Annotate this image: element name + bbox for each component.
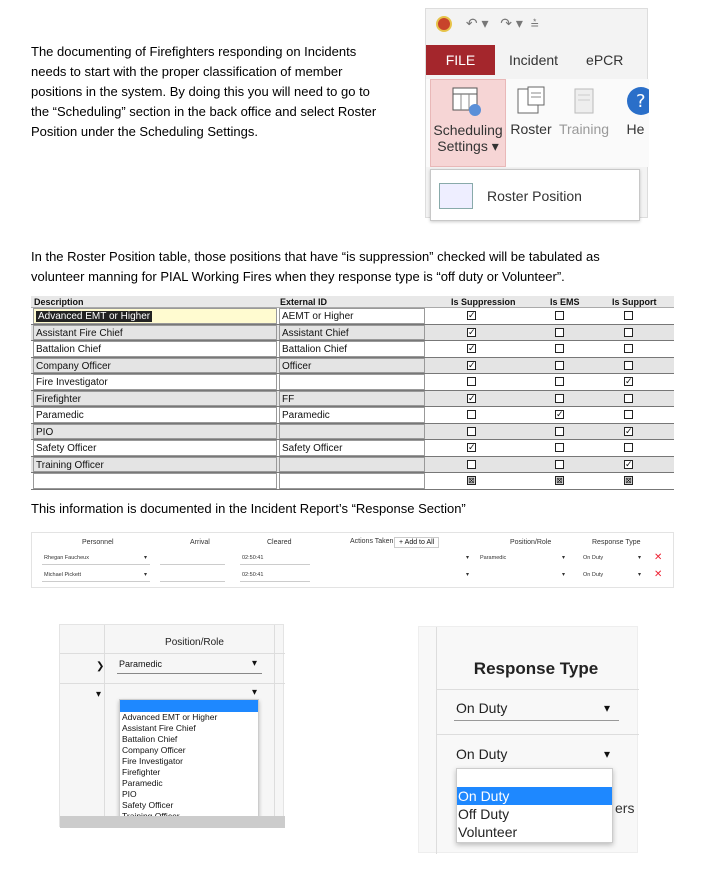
table-row — [31, 407, 674, 424]
delete-row-icon[interactable]: ✕ — [654, 552, 663, 563]
cell-external-id[interactable]: Officer — [279, 358, 425, 374]
checkbox-ems[interactable] — [555, 410, 564, 419]
highlighted-option[interactable] — [120, 700, 258, 712]
cell-description[interactable]: Battalion Chief — [33, 341, 277, 357]
checkbox-suppression[interactable] — [467, 460, 476, 469]
tab-incident[interactable]: Incident — [509, 52, 559, 68]
checkbox-support[interactable] — [624, 328, 633, 337]
checkbox-ems[interactable] — [555, 443, 564, 452]
cell-description[interactable]: Advanced EMT or Higher — [33, 308, 277, 324]
checkbox-support[interactable] — [624, 443, 633, 452]
help-button[interactable]: ? He — [622, 79, 649, 167]
training-icon — [567, 85, 601, 117]
chevron-down-icon[interactable]: ▾ — [562, 555, 566, 561]
ribbon-group — [426, 79, 649, 167]
roster-position-table — [31, 296, 674, 490]
table-row — [31, 457, 674, 474]
table-row — [31, 374, 674, 391]
position-option[interactable]: Company Officer — [122, 745, 186, 755]
table-row — [31, 358, 674, 375]
scheduling-settings-button[interactable]: Scheduling Settings ▾ — [430, 79, 506, 167]
cell-description[interactable]: Training Officer — [33, 457, 277, 473]
training-button[interactable]: Training — [556, 79, 612, 167]
checkbox-support[interactable] — [624, 427, 633, 436]
position-role-zoom — [59, 624, 284, 827]
chevron-down-icon[interactable]: ▾ — [252, 658, 258, 669]
personnel-select[interactable]: Rhegan Faucheux — [44, 555, 89, 561]
cell-external-id[interactable] — [279, 424, 425, 440]
chevron-down-icon[interactable]: ▾ — [252, 687, 258, 698]
chevron-down-icon[interactable]: ▾ — [604, 747, 611, 761]
cell-description[interactable] — [33, 473, 277, 489]
response-type-option[interactable]: Off Duty — [458, 806, 510, 822]
tab-epcr[interactable]: ePCR — [586, 52, 624, 68]
table-row — [31, 341, 674, 358]
checkbox-support[interactable] — [624, 311, 633, 320]
chevron-down-icon[interactable]: ▾ — [466, 572, 470, 578]
checkbox-ems[interactable] — [555, 377, 564, 386]
position-option[interactable]: PIO — [122, 789, 137, 799]
cell-description[interactable]: Firefighter — [33, 391, 277, 407]
checkbox-ems[interactable]: ⊠ — [556, 476, 563, 485]
position-option[interactable]: Advanced EMT or Higher — [122, 712, 218, 722]
checkbox-suppression[interactable] — [467, 410, 476, 419]
position-option[interactable]: Paramedic — [122, 778, 163, 788]
quick-access-toolbar — [436, 15, 539, 32]
table-row — [31, 325, 674, 342]
cell-external-id[interactable]: Assistant Chief — [279, 325, 425, 341]
cell-description[interactable]: Paramedic — [33, 407, 277, 423]
intro-text: The documenting of Firefighters responding on Incidents needs to start with the proper classification of member positions in the system. By doing this you will need to go to the “Scheduling” section in the back office and select Roster Position under the Scheduling Settings. — [31, 44, 377, 139]
col-personnel: Personnel — [82, 539, 114, 546]
cleared-time[interactable]: 02:50:41 — [242, 555, 264, 561]
position-option[interactable]: Fire Investigator — [122, 756, 183, 766]
col-is-ems: Is EMS — [550, 297, 580, 307]
chevron-down-icon[interactable]: ▾ — [638, 555, 642, 561]
cell-external-id[interactable] — [279, 457, 425, 473]
position-select-value[interactable]: Paramedic — [119, 659, 163, 669]
cleared-time[interactable]: 02:50:41 — [242, 572, 264, 578]
help-icon — [624, 85, 649, 117]
checkbox-support[interactable] — [624, 344, 633, 353]
undo-icon[interactable]: ↶ ▾ — [465, 15, 489, 31]
checkbox-support[interactable] — [624, 361, 633, 370]
cell-description[interactable]: PIO — [33, 424, 277, 440]
ribbon-tabs — [426, 45, 649, 75]
checkbox-support[interactable]: ⊠ — [625, 476, 632, 485]
checkbox-support[interactable] — [624, 377, 633, 386]
checkbox-support[interactable] — [624, 410, 633, 419]
table-row — [31, 391, 674, 408]
roster-position-icon — [439, 183, 473, 209]
response-caption: This information is documented in the Incident Report’s “Response Section” — [31, 501, 466, 516]
position-option[interactable]: Battalion Chief — [122, 734, 178, 744]
redo-icon[interactable]: ↷ ▾ — [500, 15, 523, 31]
tab-file[interactable]: FILE — [426, 45, 495, 75]
suppression-note: In the Roster Position table, those positions that have “is suppression” checked will be tabulated as volunteer manning for PIAL Working Fires when they response type is “off duty or Volunteer”. — [31, 249, 600, 284]
position-role-header: Position/Role — [165, 637, 224, 648]
response-type-option[interactable]: Volunteer — [458, 824, 518, 840]
checkbox-suppression[interactable] — [467, 311, 476, 320]
checkbox-suppression[interactable] — [467, 443, 476, 452]
chevron-down-icon[interactable]: ▾ — [144, 555, 148, 561]
cell-external-id[interactable]: Paramedic — [279, 407, 425, 423]
col-position-role: Position/Role — [510, 539, 552, 546]
checkbox-ems[interactable] — [555, 361, 564, 370]
col-external-id: External ID — [280, 297, 328, 307]
chevron-down-icon[interactable]: ❯ — [96, 661, 105, 672]
new-record-row — [31, 473, 674, 490]
app-logo-icon — [436, 16, 452, 32]
checkbox-support[interactable] — [624, 460, 633, 469]
checkbox-suppression[interactable]: ⊠ — [468, 476, 475, 485]
col-arrival: Arrival — [190, 539, 210, 546]
ribbon-screenshot — [425, 8, 648, 218]
checkbox-suppression[interactable] — [467, 361, 476, 370]
col-cleared: Cleared — [267, 539, 292, 546]
delete-row-icon[interactable]: ✕ — [654, 569, 663, 580]
checkbox-suppression[interactable] — [467, 394, 476, 403]
customize-icon[interactable]: ⩮ — [530, 15, 539, 31]
position-option[interactable]: Assistant Fire Chief — [122, 723, 196, 733]
svg-text:?: ? — [636, 91, 646, 112]
obscured-text: ers — [615, 800, 635, 816]
checkbox-ems[interactable] — [555, 427, 564, 436]
cell-external-id[interactable]: AEMT or Higher — [279, 308, 425, 324]
position-options-list — [119, 699, 259, 822]
response-type-value[interactable]: On Duty — [456, 746, 508, 762]
col-is-suppression: Is Suppression — [451, 297, 516, 307]
chevron-down-icon[interactable]: ▾ — [604, 701, 611, 715]
response-type-option[interactable]: On Duty — [457, 787, 612, 805]
col-description: Description — [34, 297, 84, 307]
cell-external-id[interactable]: FF — [279, 391, 425, 407]
cell-external-id[interactable] — [279, 374, 425, 390]
cell-external-id[interactable] — [279, 473, 425, 489]
position-select[interactable]: Paramedic — [480, 555, 507, 561]
table-row — [31, 308, 674, 325]
menu-item-roster-position[interactable]: Roster Position — [439, 180, 635, 212]
checkbox-suppression[interactable] — [467, 427, 476, 436]
checkbox-suppression[interactable] — [467, 328, 476, 337]
checkbox-ems[interactable] — [555, 311, 564, 320]
scheduling-dropdown-menu — [430, 169, 640, 221]
response-type-value[interactable]: On Duty — [456, 700, 508, 716]
table-header — [31, 296, 674, 308]
col-is-support: Is Support — [612, 297, 657, 307]
chevron-down-icon[interactable]: ▾ — [562, 572, 566, 578]
checkbox-ems[interactable] — [555, 394, 564, 403]
add-to-all-button[interactable]: + Add to All — [394, 537, 439, 548]
checkbox-ems[interactable] — [555, 344, 564, 353]
cell-description[interactable]: Company Officer — [33, 358, 277, 374]
chevron-down-icon[interactable]: ▾ — [466, 555, 470, 561]
roster-button[interactable]: Roster — [508, 79, 554, 167]
position-option[interactable]: Firefighter — [122, 767, 161, 777]
checkbox-ems[interactable] — [555, 460, 564, 469]
position-option[interactable]: Safety Officer — [122, 800, 174, 810]
response-section — [31, 532, 674, 588]
table-row — [31, 440, 674, 457]
cell-description[interactable]: Fire Investigator — [33, 374, 277, 390]
response-type-select[interactable]: On Duty — [583, 555, 604, 561]
chevron-down-icon[interactable]: ▾ — [144, 572, 148, 578]
chevron-down-icon[interactable]: ▾ — [96, 689, 102, 700]
response-type-header: Response Type — [473, 659, 599, 678]
checkbox-support[interactable] — [624, 394, 633, 403]
personnel-select[interactable]: Michael Pickett — [44, 572, 81, 578]
col-response-type: Response Type — [592, 539, 641, 546]
table-body — [31, 308, 674, 490]
scheduling-icon — [451, 86, 485, 118]
col-actions-taken: Actions Taken — [350, 538, 394, 545]
chevron-down-icon[interactable]: ▾ — [638, 572, 642, 578]
response-type-zoom — [418, 626, 638, 853]
cell-description[interactable]: Safety Officer — [33, 440, 277, 456]
checkbox-suppression[interactable] — [467, 344, 476, 353]
cell-description[interactable]: Assistant Fire Chief — [33, 325, 277, 341]
checkbox-ems[interactable] — [555, 328, 564, 337]
table-row — [31, 424, 674, 441]
response-type-options-list — [456, 768, 613, 843]
roster-icon — [514, 85, 548, 117]
cell-external-id[interactable]: Battalion Chief — [279, 341, 425, 357]
response-type-select[interactable]: On Duty — [583, 572, 604, 578]
checkbox-suppression[interactable] — [467, 377, 476, 386]
cell-external-id[interactable]: Safety Officer — [279, 440, 425, 456]
